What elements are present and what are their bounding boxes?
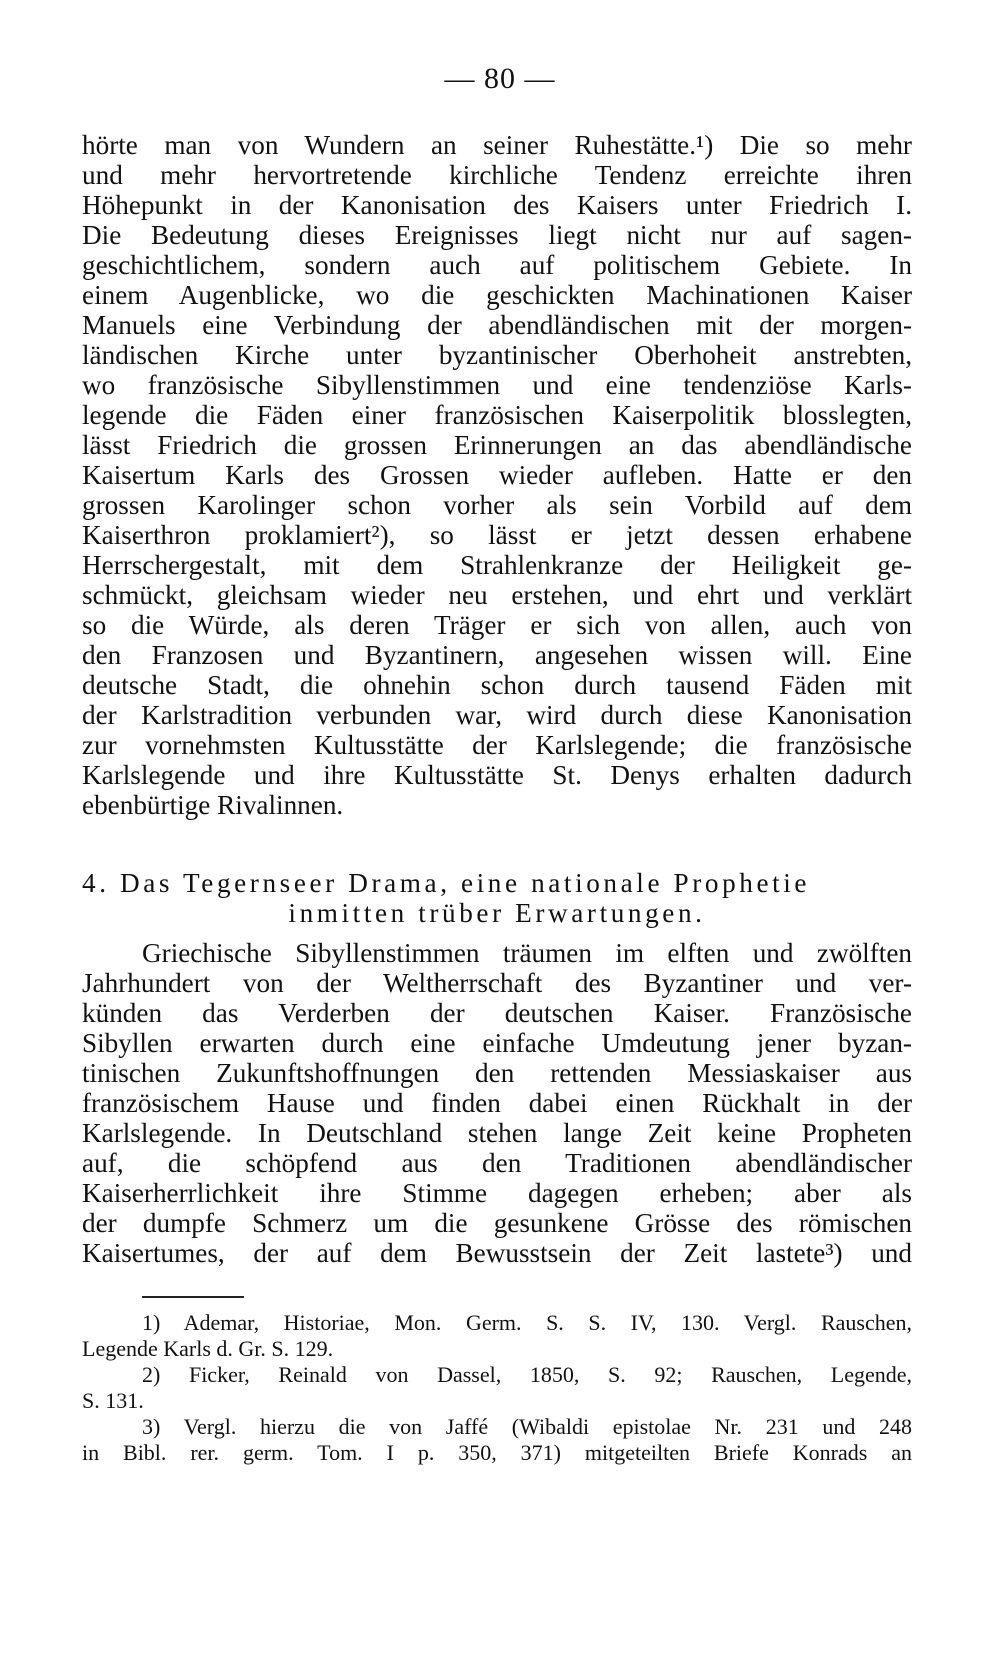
text-line: Manuels eine Verbindung der abendländischen mit der morgen- [82,310,912,340]
page-number: — 80 — [444,62,556,95]
text-line: Karlslegende und ihre Kultusstätte St. Denys erhalten dadurch [82,760,912,790]
footnotes [82,1310,912,1466]
section-heading [82,868,912,928]
text-line: Kaisertum Karls des Grossen wieder aufleben. Hatte er den [82,460,912,490]
text-line: ländischen Kirche unter byzantinischer Oberhoheit anstrebten, [82,340,912,370]
footnote-divider [142,1296,244,1298]
text-line: Kaiserthron proklamiert²), so lässt er jetzt dessen erhabene [82,520,912,550]
footnote-line: in Bibl. rer. germ. Tom. I p. 350, 371) mitgeteilten Briefe Konrads an [82,1440,912,1465]
paragraph-tegernsee [82,938,912,1268]
text-line: und mehr hervortretende kirchliche Tendenz erreichte ihren [82,160,912,190]
footnote-line: Legende Karls d. Gr. S. 129. [82,1336,334,1361]
text-line: einem Augenblicke, wo die geschickten Machinationen Kaiser [82,280,912,310]
text-line: grossen Karolinger schon vorher als sein Vorbild auf dem [82,490,912,520]
text-line: legende die Fäden einer französischen Kaiserpolitik blosslegten, [82,400,912,430]
text-line: Sibyllen erwarten durch eine einfache Umdeutung jener byzan- [82,1028,912,1058]
section-heading-line-2: inmitten trüber Erwartungen. [288,898,706,928]
text-line: Höhepunkt in der Kanonisation des Kaisers unter Friedrich I. [82,190,912,220]
text-line: Herrschergestalt, mit dem Strahlenkranze der Heiligkeit ge- [82,550,912,580]
text-line: Jahrhundert von der Weltherrschaft des Byzantiner und ver- [82,968,912,998]
text-line: Kaiserherrlichkeit ihre Stimme dagegen erheben; aber als [82,1178,912,1208]
text-line: Griechische Sibyllenstimmen träumen im elften und zwölften [142,938,912,968]
text-line: deutsche Stadt, die ohnehin schon durch tausend Fäden mit [82,670,912,700]
text-line: Kaisertumes, der auf dem Bewusstsein der Zeit lastete³) und [82,1238,912,1268]
footnote-line: 2) Ficker, Reinald von Dassel, 1850, S. 92; Rauschen, Legende, [142,1362,912,1387]
text-line: geschichtlichem, sondern auch auf politischem Gebiete. In [82,250,912,280]
text-line: zur vornehmsten Kultusstätte der Karlslegende; die französische [82,730,912,760]
text-line: den Franzosen und Byzantinern, angesehen wissen will. Eine [82,640,912,670]
footnote-line: 1) Ademar, Historiae, Mon. Germ. S. S. IV, 130. Vergl. Rauschen, [142,1310,912,1335]
section-heading-line-1: 4. Das Tegernseer Drama, eine nationale Prophetie [82,868,811,898]
text-line: so die Würde, als deren Träger er sich von allen, auch von [82,610,912,640]
footnote-line: 3) Vergl. hierzu die von Jaffé (Wibaldi epistolae Nr. 231 und 248 [142,1414,912,1439]
text-line: ebenbürtige Rivalinnen. [82,790,344,820]
text-line: künden das Verderben der deutschen Kaiser. Französische [82,998,912,1028]
paragraph-canonization [82,130,912,820]
text-line: wo französische Sibyllenstimmen und eine tendenziöse Karls- [82,370,912,400]
text-line: lässt Friedrich die grossen Erinnerungen an das abendländische [82,430,912,460]
text-line: tinischen Zukunftshoffnungen den rettenden Messiaskaiser aus [82,1058,912,1088]
text-line: französischem Hause und finden dabei einen Rückhalt in der [82,1088,912,1118]
footnote-line: S. 131. [82,1388,144,1413]
text-line: hörte man von Wundern an seiner Ruhestätte.¹) Die so mehr [82,130,912,160]
text-line: auf, die schöpfend aus den Traditionen abendländischer [82,1148,912,1178]
text-line: der dumpfe Schmerz um die gesunkene Grösse des römischen [82,1208,912,1238]
text-line: der Karlstradition verbunden war, wird durch diese Kanonisation [82,700,912,730]
text-line: Die Bedeutung dieses Ereignisses liegt nicht nur auf sagen- [82,220,912,250]
text-line: Karlslegende. In Deutschland stehen lange Zeit keine Propheten [82,1118,912,1148]
text-line: schmückt, gleichsam wieder neu erstehen, und ehrt und verklärt [82,580,912,610]
